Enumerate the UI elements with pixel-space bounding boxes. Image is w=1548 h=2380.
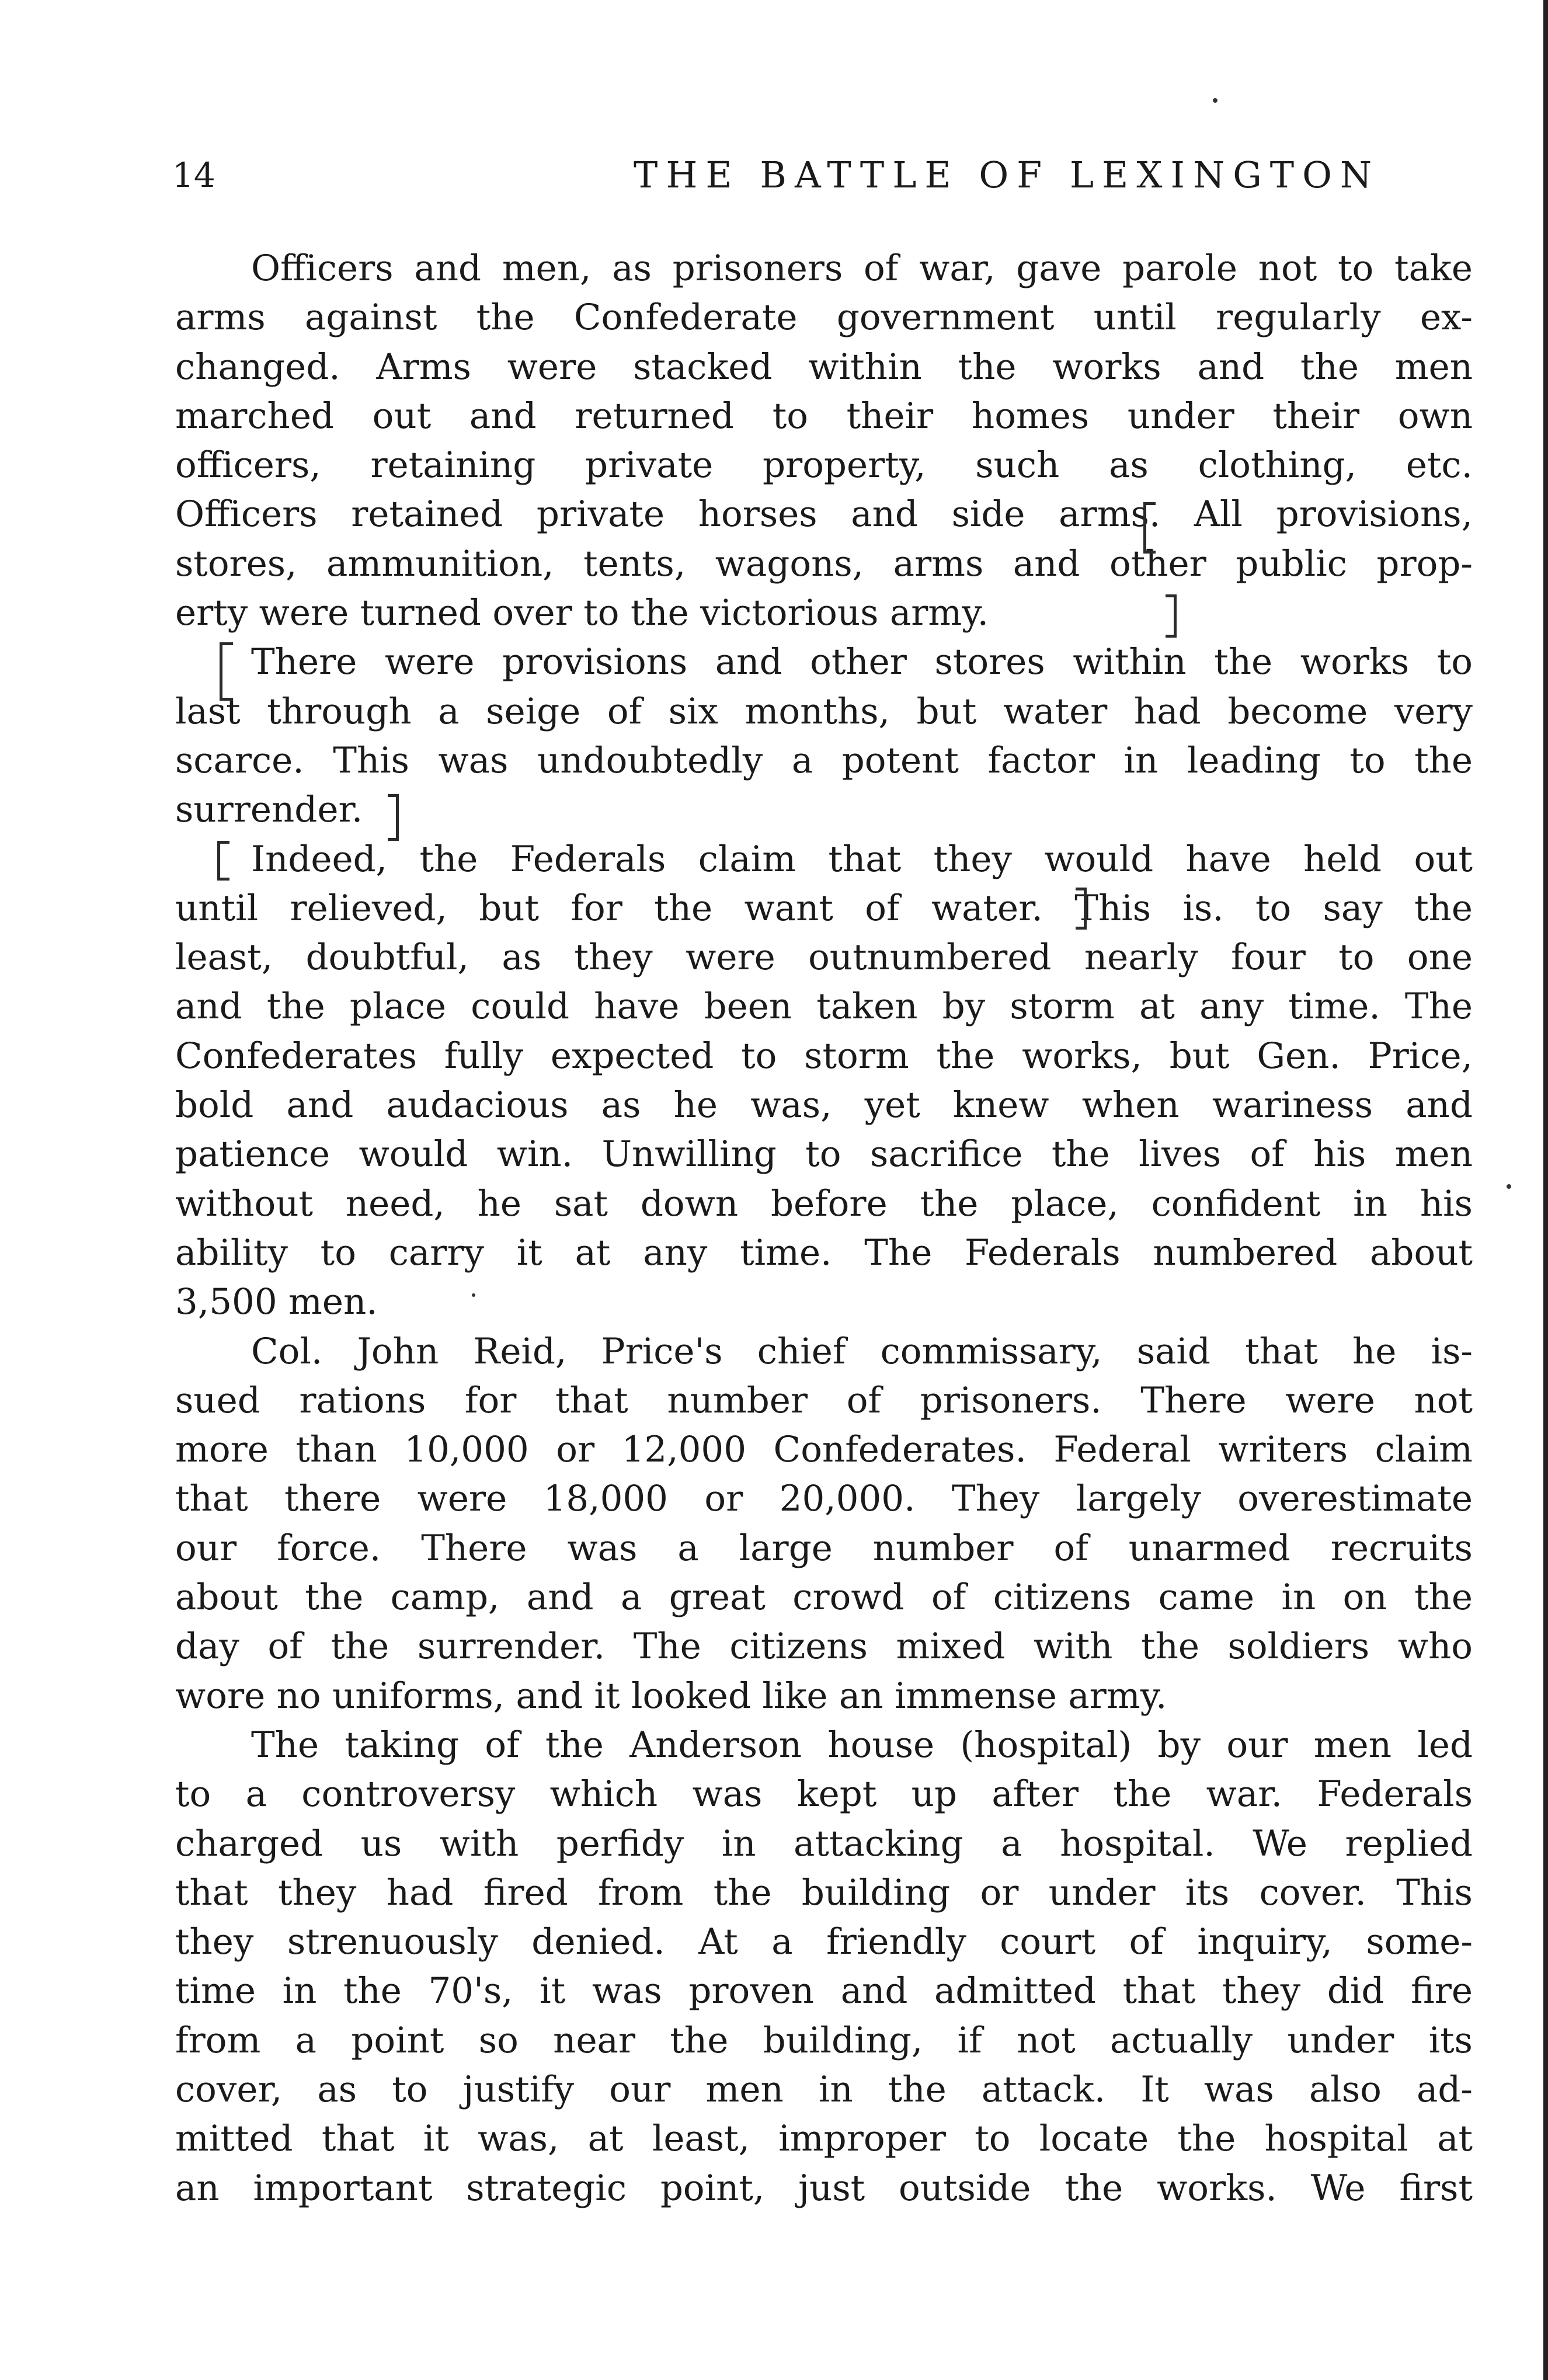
annotation-bracket-open-2: [220, 642, 233, 701]
text-line: and the place could have been taken by storm at any time. The: [175, 986, 1473, 1028]
text-line: Confederates fully expected to storm the works, but Gen. Price,: [175, 1035, 1473, 1077]
text-line: least, doubtful, as they were outnumbered nearly four to one: [175, 937, 1473, 979]
text-line: charged us with perfidy in attacking a hospital. We replied: [175, 1822, 1473, 1864]
text-line: changed. Arms were stacked within the works and the men: [175, 346, 1473, 388]
text-line: they strenuously denied. At a friendly court of inquiry, some-: [175, 1921, 1473, 1963]
page-header: [172, 149, 1474, 201]
running-title: THE BATTLE OF LEXINGTON: [634, 154, 1380, 196]
text-line: to a controversy which was kept up after the war. Federals: [175, 1773, 1473, 1815]
text-line: scarce. This was undoubtedly a potent factor in leading to the: [175, 739, 1473, 781]
stray-mark-margin: [1507, 1184, 1511, 1189]
page-number: 14: [172, 155, 215, 195]
text-line: about the camp, and a great crowd of citizens came in on the: [175, 1577, 1473, 1619]
text-line: an important strategic point, just outside the works. We first: [175, 2167, 1473, 2209]
text-line: without need, he sat down before the place, confident in his: [175, 1182, 1473, 1224]
text-line: There were provisions and other stores within the works to: [251, 641, 1473, 683]
text-line: arms against the Confederate government until regularly ex-: [175, 297, 1473, 339]
text-line: officers, retaining private property, such as clothing, etc.: [175, 444, 1473, 486]
text-line: that there were 18,000 or 20,000. They largely overestimate: [175, 1478, 1473, 1520]
text-line: bold and audacious as he was, yet knew when wariness and: [175, 1084, 1473, 1126]
text-line: day of the surrender. The citizens mixed with the soldiers who: [175, 1626, 1473, 1668]
text-line: surrender.: [175, 789, 363, 831]
text-line: more than 10,000 or 12,000 Confederates. Federal writers claim: [175, 1429, 1473, 1471]
text-line: mitted that it was, at least, improper to locate the hospital at: [175, 2118, 1473, 2160]
text-line: ability to carry it at any time. The Federals numbered about: [175, 1231, 1473, 1273]
text-line: from a point so near the building, if not actually under its: [175, 2019, 1473, 2061]
text-line: time in the 70's, it was proven and admitted that they did fire: [175, 1970, 1473, 2012]
stray-mark-top: [1213, 98, 1217, 103]
text-line: that they had fired from the building or under its cover. This: [175, 1871, 1473, 1913]
text-line: Indeed, the Federals claim that they would have held out: [251, 838, 1473, 880]
text-line: 3,500 men.: [175, 1281, 378, 1323]
text-line: marched out and returned to their homes under their own: [175, 395, 1473, 437]
text-line: Officers and men, as prisoners of war, gave parole not to take: [251, 248, 1473, 289]
text-line: The taking of the Anderson house (hospital) by our men led: [251, 1724, 1473, 1766]
text-line: until relieved, but for the want of water. This is. to say the: [175, 887, 1473, 929]
annotation-bracket-close-2: [388, 794, 399, 841]
stray-mark-mid: [472, 1293, 475, 1297]
body-text: [175, 244, 1473, 2213]
page-edge: [1543, 0, 1548, 2380]
annotation-bracket-open-1: [1143, 502, 1156, 554]
annotation-bracket-close-3: [1076, 888, 1087, 930]
annotation-bracket-open-3: [217, 841, 229, 881]
text-line: sued rations for that number of prisoners. There were not: [175, 1379, 1473, 1421]
annotation-bracket-close-1: [1166, 594, 1177, 638]
text-line: our force. There was a large number of unarmed recruits: [175, 1527, 1473, 1569]
text-line: last through a seige of six months, but water had become very: [175, 690, 1473, 732]
text-line: patience would win. Unwilling to sacrifice the lives of his men: [175, 1133, 1473, 1175]
text-line: wore no uniforms, and it looked like an immense army.: [175, 1675, 1167, 1717]
text-line: erty were turned over to the victorious army.: [175, 592, 989, 634]
text-line: stores, ammunition, tents, wagons, arms and other public prop-: [175, 542, 1473, 584]
text-line: Col. John Reid, Price's chief commissary, said that he is-: [251, 1330, 1473, 1372]
text-line: cover, as to justify our men in the attack. It was also ad-: [175, 2068, 1473, 2110]
text-line: Officers retained private horses and side arms. All provisions,: [175, 493, 1473, 535]
